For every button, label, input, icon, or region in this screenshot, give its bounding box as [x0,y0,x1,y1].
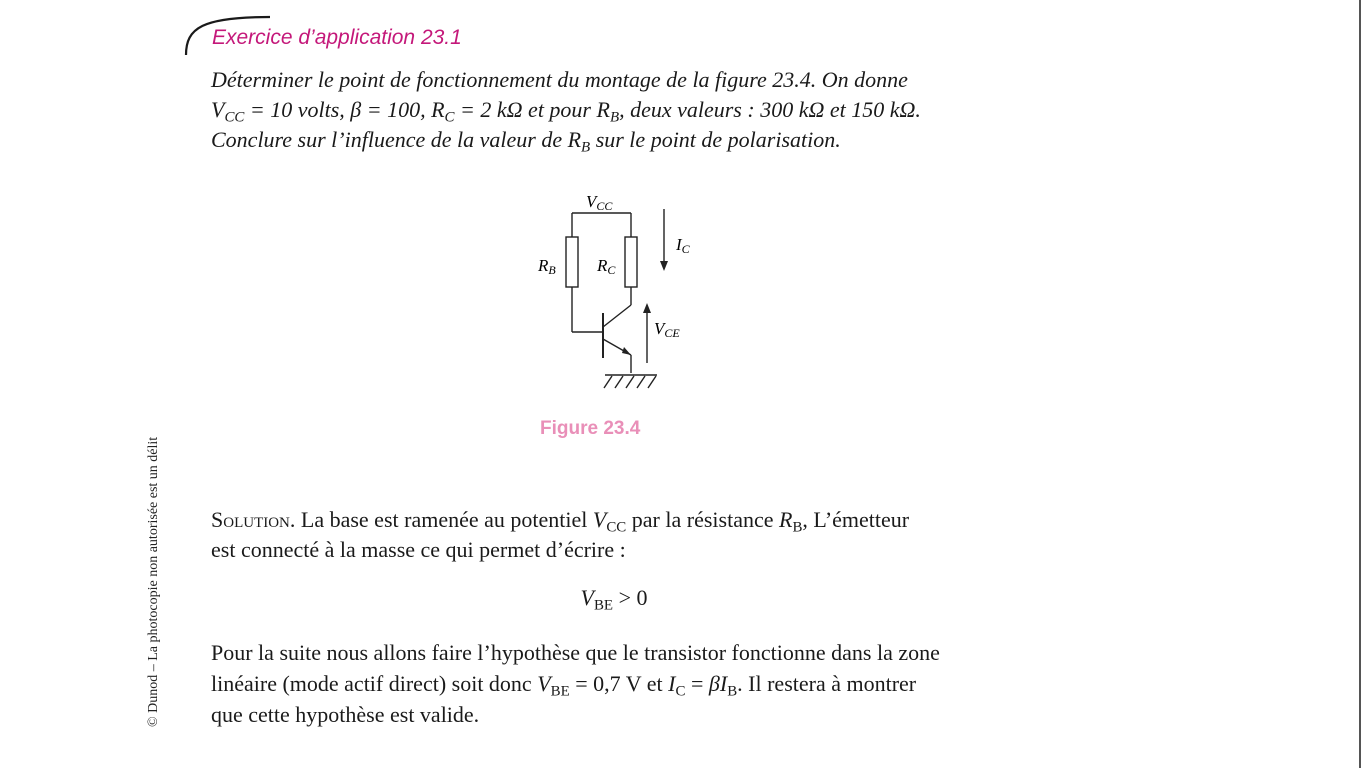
solution-label: Solution. [211,507,296,532]
exercise-title: Exercice d’application 23.1 [212,26,462,49]
statement-line-2: $V_{CC} = 10$ volts, β = 100, $R_C = 2$ kΩ et pour $R_B$, deux valeurs : 300 kΩ et 150 kΩ. [211,97,921,126]
hypothesis-line-3: que cette hypothèse est valide. [211,702,480,727]
label-vcc: VCC [586,192,613,213]
solution-line-2: est connecté à la masse ce qui permet d’écrire : [211,537,626,562]
resistor-rb [566,237,578,287]
label-ic: IC [676,235,690,256]
label-vce: VCE [654,319,680,340]
resistor-rc [625,237,637,287]
hypothesis-line-2: linéaire (mode actif direct) soit donc $V_{BE} = 0,7$ V et $I_C = \beta I_B$. Il restera à montrer [211,671,917,700]
page-edge-line [1359,0,1361,768]
hypothesis-paragraph [211,637,1041,730]
exercise-statement [211,65,1051,155]
statement-line-1: Déterminer le point de fonctionnement du montage de la figure 23.4. On donne [211,67,908,92]
equation-vbe: $V_{BE} > 0$ [580,585,648,614]
label-rc: RC [597,256,616,277]
solution-line-1: Solution. La base est ramenée au potentiel $V_{CC}$ par la résistance $R_B$, L’émetteur [211,507,910,536]
statement-line-3: Conclure sur l’influence de la valeur de $R_B$ sur le point de polarisation. [211,127,841,156]
hypothesis-line-1: Pour la suite nous allons faire l’hypothèse que le transistor fonctionne dans la zone [211,640,940,665]
circuit-figure [530,185,710,400]
transistor-collector [603,305,631,327]
figure-caption: Figure 23.4 [540,418,641,439]
label-rb: RB [538,256,556,277]
copyright-side-note: © Dunod – La photocopie non autorisée est un délit [146,436,161,727]
solution-paragraph [211,505,1041,565]
